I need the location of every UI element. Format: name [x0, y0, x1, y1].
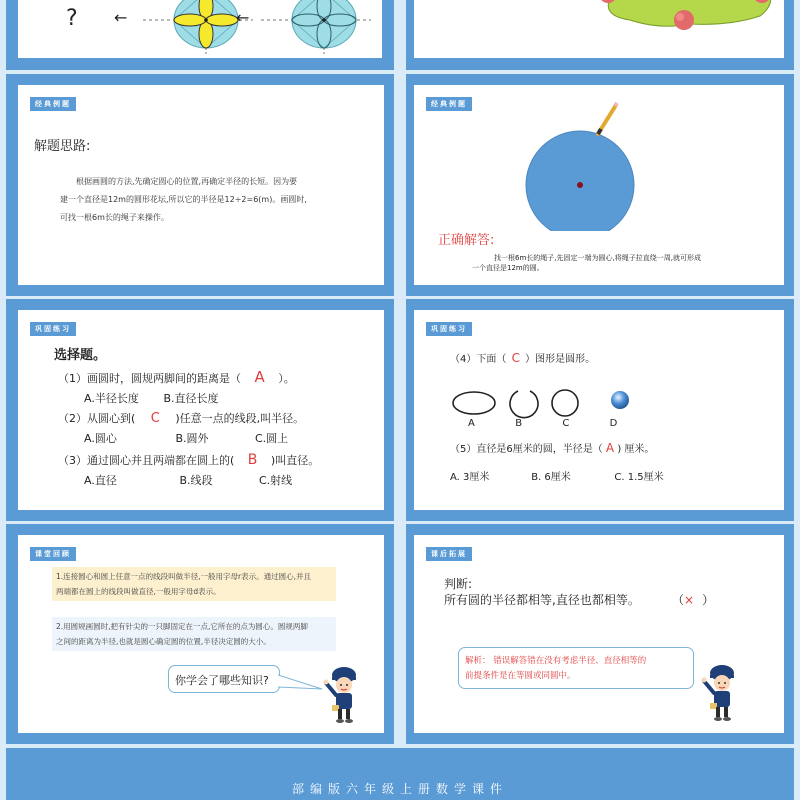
- question-4: （4）下面（ C ）图形是圆形。: [450, 351, 596, 365]
- footer-title: 部编版六年级上册数学课件: [291, 782, 508, 796]
- practice-heading: 选择题。: [54, 348, 107, 363]
- slide-top-left[interactable]: [18, 0, 382, 58]
- left-arrow-icon-2: ←: [236, 8, 250, 27]
- slide-example-answer[interactable]: [414, 85, 784, 285]
- question-2-options: [84, 430, 288, 446]
- slide-extension[interactable]: [414, 535, 784, 733]
- circle-with-pencil-icon: [522, 101, 642, 231]
- slide-practice-1[interactable]: [18, 310, 384, 510]
- paragraph-line: 根据画圆的方法,先确定圆心的位置,再确定半径的长短。因为要: [76, 177, 298, 186]
- judge-statement: 所有圆的半径都相等,直径也都相等。: [444, 593, 640, 607]
- answer-mark: A: [605, 441, 615, 455]
- flower-garden-icon: [590, 0, 780, 30]
- slide-tag: 经典例题: [30, 97, 76, 111]
- question-3: （3）通过圆心并且两端都在圆上的( B )叫直径。: [58, 452, 320, 468]
- answer-line: 找一根6m长的绳子,先固定一端为圆心,将绳子拉直绕一周,就可形成: [494, 254, 701, 262]
- slide-example-reasoning[interactable]: [18, 85, 384, 285]
- circle-petal-diagram-outline-icon: [256, 0, 376, 56]
- slide-tag: 课后拓展: [426, 547, 472, 561]
- cross-mark-icon: ×: [684, 593, 695, 607]
- option: A.半径长度: [84, 392, 139, 405]
- circle-shape-icon: [552, 390, 578, 416]
- option: A.直径: [84, 474, 117, 487]
- analysis-bubble: [458, 647, 694, 689]
- answer-mark: B: [247, 452, 258, 468]
- review-note-2: 2.用圆规画圆时,把有针尖的一只脚固定在一点,它所在的点为圆心。圆规两脚 之间的距离为半径,也就是圆心确定圆的位置,半径决定圆的大小。: [52, 617, 336, 651]
- analysis-line: 前提条件是在等圆或同圆中。: [465, 671, 576, 681]
- student-character-icon: [700, 663, 740, 723]
- answer-heading: 正确解答:: [438, 233, 495, 248]
- option: A. 3厘米: [450, 472, 490, 483]
- slide-practice-2[interactable]: [414, 310, 784, 510]
- speech-bubble: 你学会了哪些知识?: [168, 665, 280, 693]
- reasoning-paragraph: [60, 173, 307, 227]
- footer-banner: [6, 748, 794, 800]
- sphere-shape-icon: [611, 391, 629, 409]
- option: B.直径长度: [163, 392, 219, 405]
- answer-line: 一个直径是12m的圆。: [472, 264, 544, 272]
- ellipse-shape-icon: [453, 392, 495, 414]
- slide-tag: 巩固练习: [30, 322, 76, 336]
- paragraph-line: 建一个直径是12m的圆形花坛,所以它的半径是12÷2=6(m)。画圆时,: [60, 195, 307, 204]
- review-note-1: 1.连接圆心和圆上任意一点的线段叫做半径,一般用字母r表示。通过圆心,并且 两端都在圆上的线段叫做直径,一般用字母d表示。: [52, 567, 336, 601]
- question-3-options: [84, 472, 292, 488]
- slide-top-right[interactable]: [414, 0, 784, 58]
- option: C.圆上: [255, 432, 289, 445]
- question-1: （1）画圆时，圆规两脚间的距离是（ A ）。: [58, 368, 295, 386]
- slide-tag: 巩固练习: [426, 322, 472, 336]
- left-arrow-icon: ←: [114, 8, 128, 27]
- answer-mark: A: [254, 368, 265, 386]
- slide-tag: 课堂回顾: [30, 547, 76, 561]
- analysis-line: 解析： 错误解答错在没有考虑半径、直径相等的: [465, 656, 647, 666]
- judge-answer: （× ）: [672, 593, 715, 607]
- shape-options-figure: [452, 388, 632, 422]
- open-arc-shape-icon: [510, 391, 538, 418]
- answer-mark: C: [511, 351, 520, 365]
- option: B. 6厘米: [531, 472, 571, 483]
- option: B.线段: [179, 474, 213, 487]
- student-character-icon: [322, 665, 362, 725]
- question-2: （2）从圆心到( C )任意一点的线段,叫半径。: [58, 411, 305, 426]
- reasoning-heading: 解题思路:: [34, 139, 91, 154]
- shape-labels: A B C D: [468, 418, 618, 429]
- question-5: （5）直径是6厘米的圆，半径是（ A ) 厘米。: [450, 441, 655, 455]
- option: B.圆外: [175, 432, 209, 445]
- slide-review[interactable]: [18, 535, 384, 733]
- bubble-tail-icon: [278, 673, 324, 693]
- option: C. 1.5厘米: [614, 472, 664, 483]
- question-mark: ?: [66, 6, 78, 31]
- paragraph-line: 可找一根6m长的绳子来操作。: [60, 213, 169, 222]
- option: C.射线: [259, 474, 293, 487]
- option: A.圆心: [84, 432, 117, 445]
- question-5-options: [450, 468, 664, 483]
- answer-text: [472, 253, 701, 273]
- slide-tag: 经典例题: [426, 97, 472, 111]
- question-1-options: [84, 390, 219, 406]
- answer-mark: C: [150, 411, 160, 426]
- judge-label: 判断:: [444, 577, 473, 591]
